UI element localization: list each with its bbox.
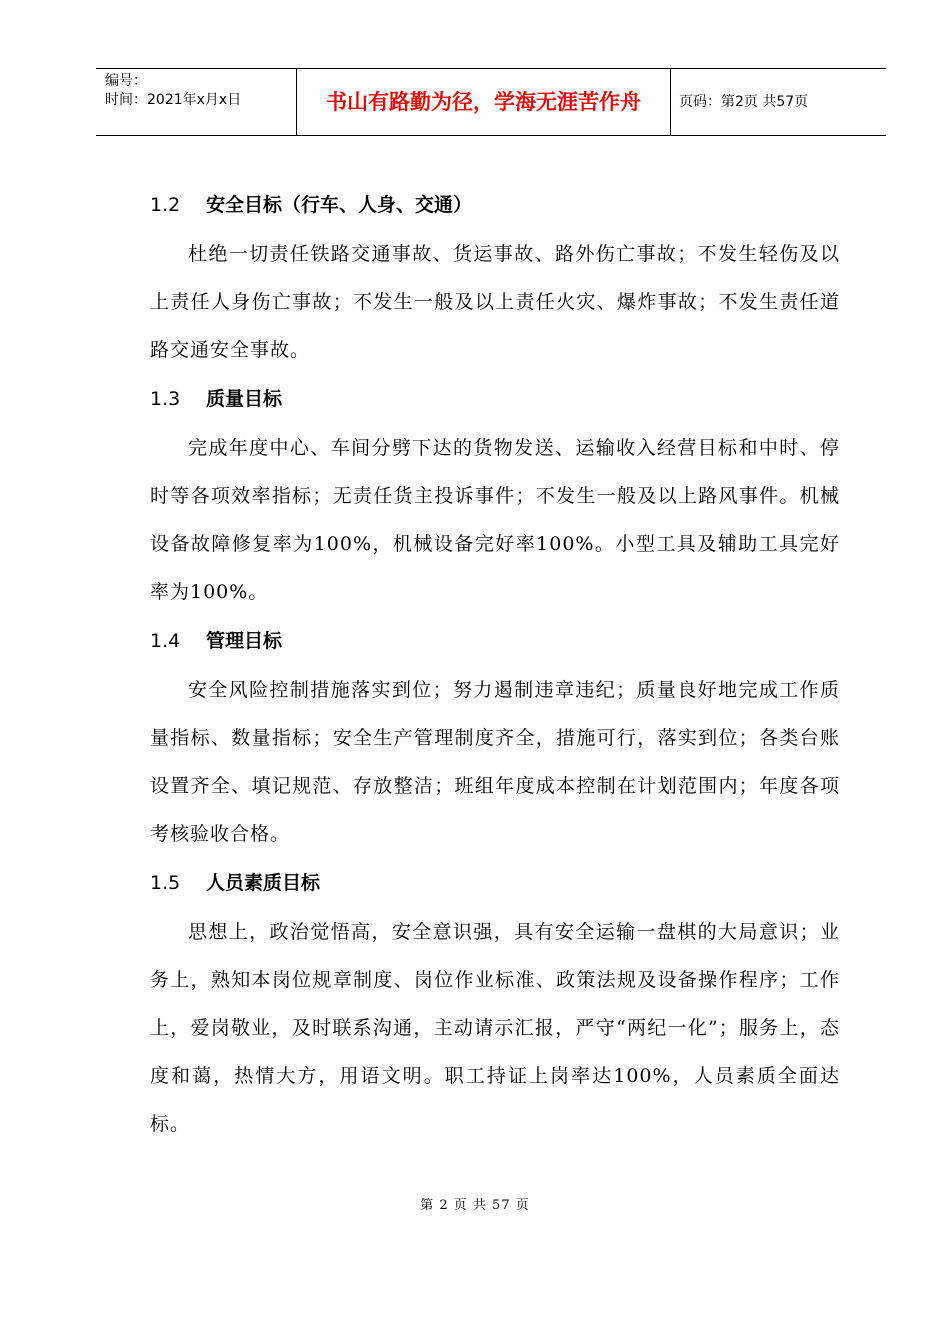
section-paragraph-personnel: 思想上，政治觉悟高，安全意识强，具有安全运输一盘棋的大局意识；业务上，熟知本岗位规章制度、岗位作业标准、政策法规及设备操作程序；工作上，爱岗敬业，及时联系沟通，主动请示汇报，严守“两纪一化”；服务上，态度和蔼，热情大方，用语文明。职工持证上岗率达100%，人员素质全面达标。: [150, 921, 840, 1135]
section-number: 1.2: [150, 194, 181, 216]
section-heading-quality: [150, 374, 840, 424]
section-number: 1.5: [150, 872, 181, 894]
section-paragraph-management: 安全风险控制措施落实到位；努力遏制违章违纪；质量良好地完成工作质量指标、数量指标；安全生产管理制度齐全，措施可行，落实到位；各类台账设置齐全、填记规范、存放整洁；班组年度成本控制在计划范围内；年度各项考核验收合格。: [150, 679, 840, 845]
section-heading-safety: [150, 180, 840, 230]
section-title: 质量目标: [206, 388, 283, 410]
section-heading-personnel: [150, 858, 840, 908]
section-title: 管理目标: [206, 630, 283, 652]
section-paragraph-quality: 完成年度中心、车间分劈下达的货物发送、运输收入经营目标和中时、停时等各项效率指标；无责任货主投诉事件；不发生一般及以上路风事件。机械设备故障修复率为100%，机械设备完好率100%。小型工具及辅助工具完好率为100%。: [150, 437, 840, 603]
section-title: 安全目标（行车、人身、交通）: [206, 194, 473, 216]
header-meta: [96, 69, 297, 135]
section-number: 1.3: [150, 388, 181, 410]
section-heading-management: [150, 616, 840, 666]
page-header: [96, 68, 886, 136]
document-body: [150, 180, 840, 1148]
header-motto: 书山有路勤为径，学海无涯苦作舟: [297, 69, 671, 135]
header-page-info: 页码：第2页 共57页: [679, 94, 809, 110]
section-title: 人员素质目标: [206, 872, 321, 894]
page-footer: 第 2 页 共 57 页: [420, 1198, 530, 1213]
section-number: 1.4: [150, 630, 181, 652]
section-paragraph-safety: 杜绝一切责任铁路交通事故、货运事故、路外伤亡事故；不发生轻伤及以上责任人身伤亡事故；不发生一般及以上责任火灾、爆炸事故；不发生责任道路交通安全事故。: [150, 243, 840, 361]
document-time-label: 时间：2021年x月x日: [105, 92, 242, 108]
document-number-label: 编号：: [105, 73, 147, 89]
